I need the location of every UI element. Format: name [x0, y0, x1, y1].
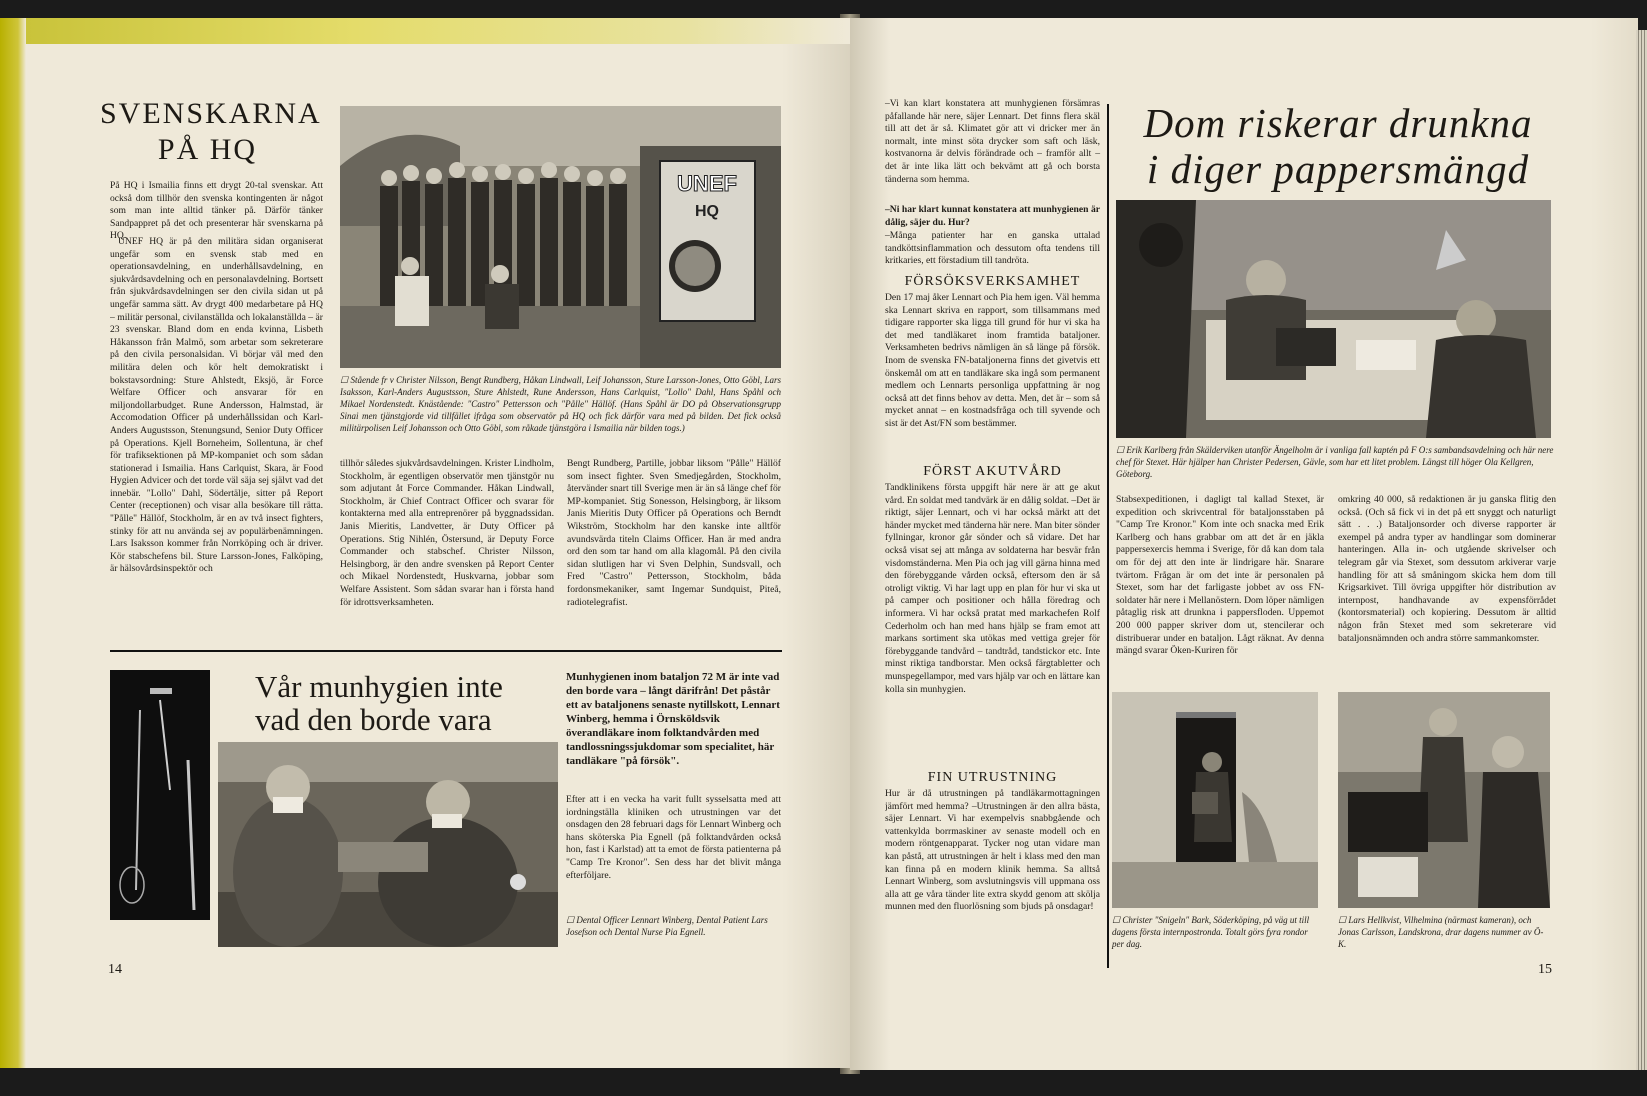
subhead-fin-utrustning: FIN UTRUSTNING	[927, 770, 1058, 785]
caption-box-icon: ☐	[1116, 445, 1127, 455]
group-photo-image	[340, 106, 781, 368]
svg-text:HQ: HQ	[695, 203, 719, 220]
article2-lead: Munhygienen inom bataljon 72 M är inte vad den borde vara – långt därifrån! Det påstår ett av bataljonens senaste nytillskott, Lennart Winberg, hemma i Örnsköldsvik överandläkare inom folktandvården med tandlossningssjukdomar som specialitet, här tandläkare "på försök".	[566, 671, 780, 767]
office-photo	[1116, 200, 1551, 438]
interview-intro: –Vi kan klart konstatera att munhygienen försämras påfallande här nere, säjer Lennart. Det finns flera skäl till att det är så. Klimatet gör att vi dricker mer än normalt, inte minst söta drycker som saft och läsk, kostvanorna är delvis förändrade och – framför allt – det är inte lika lätt och bekvämt att gå och borsta tänderna som hemma.	[885, 98, 1100, 185]
article2-body: Efter att i en vecka ha varit fullt sysselsatta med att iordningställa kliniken och utrustningen var det onsdagen den 28 februari dags för Lennart Winberg och hans sköterska Pia Egnell (på folktandvården också hon, fast i Karlstad) att ta emot de första patienterna på "Camp Tre Kronor". Sen dess har det blivit många efterföljare.	[566, 794, 781, 881]
right-headline-line-2: i diger pappersmängd	[1146, 146, 1530, 192]
printing-image	[1338, 692, 1550, 908]
interview-answer: –Många patienter har en ganska uttalad tandköttsinflammation och dessutom ofta tendens till kritkaries, ett förstadium till tandröta.	[885, 230, 1100, 267]
article2-headline-line-1: Vår munhygien inte	[255, 669, 503, 704]
printing-photo-caption	[1338, 914, 1550, 950]
headline-line-2: PÅ HQ	[157, 133, 258, 166]
courier-photo-caption-text: Christer "Snigeln" Bark, Söderköping, på väg ut till dagens första internpostronda. Totalt görs fyra rondor per dag.	[1112, 915, 1310, 949]
article-col3: Bengt Rundberg, Partille, jobbar liksom "Pålle" Hällöf som insect fighter. Sven Smedjegården, Stockholm, återvänder snart till Sverige men är än så länge chef för MP-kompaniet. Stig Sonesson, Helsingborg, är liksom Janis Mieritis Duty Officer på Operations och Berndt Wikström, Stockholm har den kanske inte alltför avundsvärda titeln Claims Officer. Han är med andra ord den som tar hand om alla klagomål. På den civila sidan slutligen har vi Sven Delphin, Sundsvall, och Fred "Castro" Pettersson, Stockholm, båda fordonsmekaniker, samt Ingemar Sundquist, Piteå, radiotelegrafist.	[567, 458, 781, 608]
page-number-left: 14	[108, 962, 122, 977]
article-col1: UNEF HQ är på den militära sidan organiserat ungefär som en svensk stab med en operationsavdelning, en underhållsavdelning, en sjukvårdsavdelning och en personalavdelning. Bortsett från sjukvårdsavdelningen ser den civila sidan ut på ungefär samma sätt. Av drygt 400 medarbetare på HQ – militär personal, civilanställda och lokalanställda – är 23 svenskar. Bland dom en enda kvinna, Lisbeth Håkansson från Malmö, som arbetar som sekreterare på den civila personalsidan. Vi börjar väl med den militära delen och kör helt demokratiskt i bokstavsordning: Sture Ahlstedt, Eksjö, är Force Welfare Officer och ansvarar för en miljondollarbudget. Rune Andersson, Halmstad, är Accomodation Officer på underhållssidan och Karl-Anders Augustsson, Stenungsund, Senior Duty Officer på Operations. Kjell Borneheim, Sollentuna, är chef för trafiksektionen på MP-kompaniet och som sådan stationerad i Ismailia. Hans Carlquist, Skara, är Food Hygien Advicer och det torde väl säja sej självt vad det innebär. "Lollo" Dahl, Södertälje, sitter på Report Center (receptionen) och visar alla besökare till rätta. "Pålle" Hällöf, Stockholm, är en av två insect fighters, stinky för att nu använda sej av populärbenämningen. Lars Isaksson kommer från Norrköping och är driver. Kör stabschefens bil. Sture Larsson-Jones, Falköping, är hälsovårdsinspektör och	[110, 236, 323, 575]
column-divider	[1107, 104, 1109, 968]
headline-pappersmangd	[1112, 100, 1564, 192]
article2-caption	[566, 914, 781, 938]
subhead-forst-akutvard: FÖRST AKUTVÅRD	[923, 464, 1062, 479]
right-headline-line-1: Dom riskerar drunkna	[1143, 100, 1533, 146]
section-forsoksverksamhet: Den 17 maj åker Lennart och Pia hem igen. Väl hemma ska Lennart skriva en rapport, som tillsammans med tidigare rapporter ska ligga till grund för hur vi ska ha det med tandläkaret inom framtida bataljoner. Verksamheten bedrivs nämligen än så länge på försök. Inom de svenska FN-bataljonerna finns det givetvis ett önskemål om att en tandläkare ska ingå som permanent medlem och Lennarts personliga uppfattning är nog också att det finns behov av detta. Men, det är – som så mycket annat – en kostnadsfråga och till syvende och sist är det Ast/FN som bestämmer.	[885, 292, 1100, 429]
office-photo-caption	[1116, 444, 1556, 480]
caption-box-icon: ☐	[340, 375, 351, 385]
printing-photo	[1338, 692, 1550, 908]
article2-headline	[255, 670, 540, 736]
dental-clinic-photo	[218, 742, 558, 947]
printing-photo-caption-text: Lars Hellkvist, Vilhelmina (närmast kameran), och Jonas Carlsson, Landskrona, drar dagens nummer av Ö-K.	[1338, 915, 1544, 949]
headline-line-1: SVENSKARNA	[100, 97, 322, 130]
article-col2: tillhör således sjukvårdsavdelningen. Krister Lindholm, Stockholm, är egentligen observatör men tjänstgör nu som adjutant åt Force Commander. Håkan Lindwall, Stockholm, är Chief Contract Officer och svarar för kontakterna med alla entreprenörer på byggnadssidan. Janis Mieritis, Landvetter, är Duty Officer på Operations. Stig Nihlén, Östersund, är Deputy Force Commander och stabschef. Christer Nilsson, Helsingborg, är den andre svensken på Report Center och Mikael Nordenstedt, Huskvarna, jobbar som Welfare Assistent. Som sådan svarar han i första hand för idrottsverksamheten.	[340, 458, 554, 608]
svg-text:UNEF: UNEF	[677, 171, 737, 196]
office-image	[1116, 200, 1551, 438]
right-page	[850, 18, 1638, 1070]
article2-headline-line-2: vad den borde vara	[255, 702, 492, 737]
caption-box-icon: ☐	[566, 915, 577, 925]
caption-box-icon: ☐	[1112, 915, 1123, 925]
office-photo-caption-text: Erik Karlberg från Skälderviken utanför Ängelholm är i vanliga fall kaptén på F O:s sambandsavdelning och här nere chef för Stexet. Här hjälper han Christer Pedersen, Gävle, som har ett litet problem. Längst till höger Ola Kellgren, Göteborg.	[1116, 445, 1554, 479]
group-photo-caption-text: Stående fr v Christer Nilsson, Bengt Rundberg, Håkan Lindwall, Leif Johansson, Sture Larsson-Jones, Otto Göbl, Lars Isaksson, Karl-Anders Augustsson, Sture Ahlstedt, Rune Andersson, Hans Carlquist, "Lollo" Dahl, Hans Spåhl och Mikael Nordenstedt. Knästående: "Castro" Pettersson och "Pålle" Hällöf. (Hans Spåhl är DO på Observationsgrupp Sinai men tjänstgjorde vid tillfället ifråga som observatör på HQ och fick därför vara med på bilden. Det fick också militärpolisen Leif Johansson och Otto Göbl, som råkade tjänstgöra i Ismailia när bilden togs.)	[340, 375, 781, 433]
stexet-col2: omkring 40 000, så redaktionen är ju ganska flitig den också. (Och så fick vi in det på ett snyggt och naturligt sätt . . .) Bataljonsorder och diverse rapporter är exempel på andra typer av handlingar som dominerar hanteringen. Alla in- och utgående skrivelser och telegram går via Stexet, som dessutom arkiverar varje handling för att så småningom skicka hem dom till Krigsarkivet. Till övriga uppgifter hör distribution av internpost, handhavande av expensförrådet (kontorsmaterial) och kopiering. Dessutom är alltid någon från Stexet med som sekreterare vid bataljonsnämnden och andra större sammankomster.	[1338, 494, 1556, 644]
dental-tools-photo	[110, 670, 210, 920]
courier-photo	[1112, 692, 1318, 908]
subhead-forsoksverksamhet: FÖRSÖKSVERKSAMHET	[904, 274, 1081, 289]
group-photo	[340, 106, 781, 368]
dental-clinic-image	[218, 742, 558, 947]
section-fin-utrustning: Hur är då utrustningen på tandläkarmottagningen jämfört med hemma? –Utrustningen är den allra bästa, säjer Lennart. Vi har exempelvis snabbgående och vattenkylda borrmaskiner av senaste modell och en modern röntgenapparat. Tycker nog utan vidare man kan påstå, att utrustningen är helt i klass med den man kan finna på en modern klinik hemma. Sa alltså Lennart Winberg, som avslutningsvis vill uppmana oss alla att ge våra tänder lite extra skydd genom att skölja munnen med den fluorlösning som bjuds på onsdagar!	[885, 788, 1100, 913]
article2-caption-text: Dental Officer Lennart Winberg, Dental Patient Lars Josefson och Dental Nurse Pia Egnell.	[566, 915, 768, 937]
caption-box-icon: ☐	[1338, 915, 1349, 925]
left-page	[0, 18, 850, 1068]
section-forst-akutvard: Tandklinikens första uppgift här nere är att ge akut vård. En soldat med tandvärk är en dålig soldat. –Det är riktigt, säjer Lennart, och vi har också märkt att det händer mycket med tänderna här nere. Man biter sönder fyllningar, kronor går sönder och så vidare. Det har också visat sej att många av soldaterna har besvär från visdomständerna. Men Pia och jag vill gärna hinna med den förebyggande vården också, eftersom den är så otroligt viktig. Vi har lagt upp en plan för hur vi ska ut på camper och positioner och hålla föredrag och informera. Vi har också pratat med markachefen Rolf Cederholm och han med hans hjälp se fram emot att markans sortiment ska utökas med vettiga grejer för förebyggande tandvård – tandtråd, tandstickor etc. Inte minst riktiga tandborstar. Men också färgtabletter och munspegellampor, med vars hjälp var och en lättare kan kolla sin munhygien.	[885, 482, 1100, 695]
dental-tools-image	[110, 670, 210, 920]
courier-image	[1112, 692, 1318, 908]
headline-svenskarna	[100, 96, 322, 168]
group-photo-caption	[340, 374, 781, 434]
page-number-right: 15	[1538, 962, 1552, 977]
interview-question: –Ni har klart kunnat konstatera att munhygienen är dålig, säjer du. Hur?	[885, 204, 1100, 228]
stexet-col1: Stabsexpeditionen, i dagligt tal kallad Stexet, är expedition och skrivcentral för bataljonsstaben på "Camp Tre Kronor." Kom inte och snacka med Erik Karlberg och hans grabbar om att det är en jäkla pappersexercis hemma i Sverige, för då kan dom tala om för dej att den inte är lindrigare här. Snarare tvärtom. Frågan är om det inte är personalen på Stexet, som har det farligaste jobbet av oss FN-soldater här nere i Mellanöstern. Dom löper nämligen påtaglig risk att drunkna i pappersfloden. Uppemot 200 000 papper skriver dom ut, stencilerar och distribuerar under en bataljon. Lågt räknat. Av denna mängd svarar Öken-Kuriren för	[1116, 494, 1324, 657]
page-edges	[1636, 30, 1647, 1070]
courier-photo-caption	[1112, 914, 1318, 950]
intro-text: På HQ i Ismailia finns ett drygt 20-tal svenskar. Att också dom tillhör den svenska kontingenten är något som man inte alltid tänker på. Därför tänker Sandpappret på det och presenterar här svenskarna på HQ.	[110, 180, 323, 242]
section-divider	[110, 650, 782, 652]
